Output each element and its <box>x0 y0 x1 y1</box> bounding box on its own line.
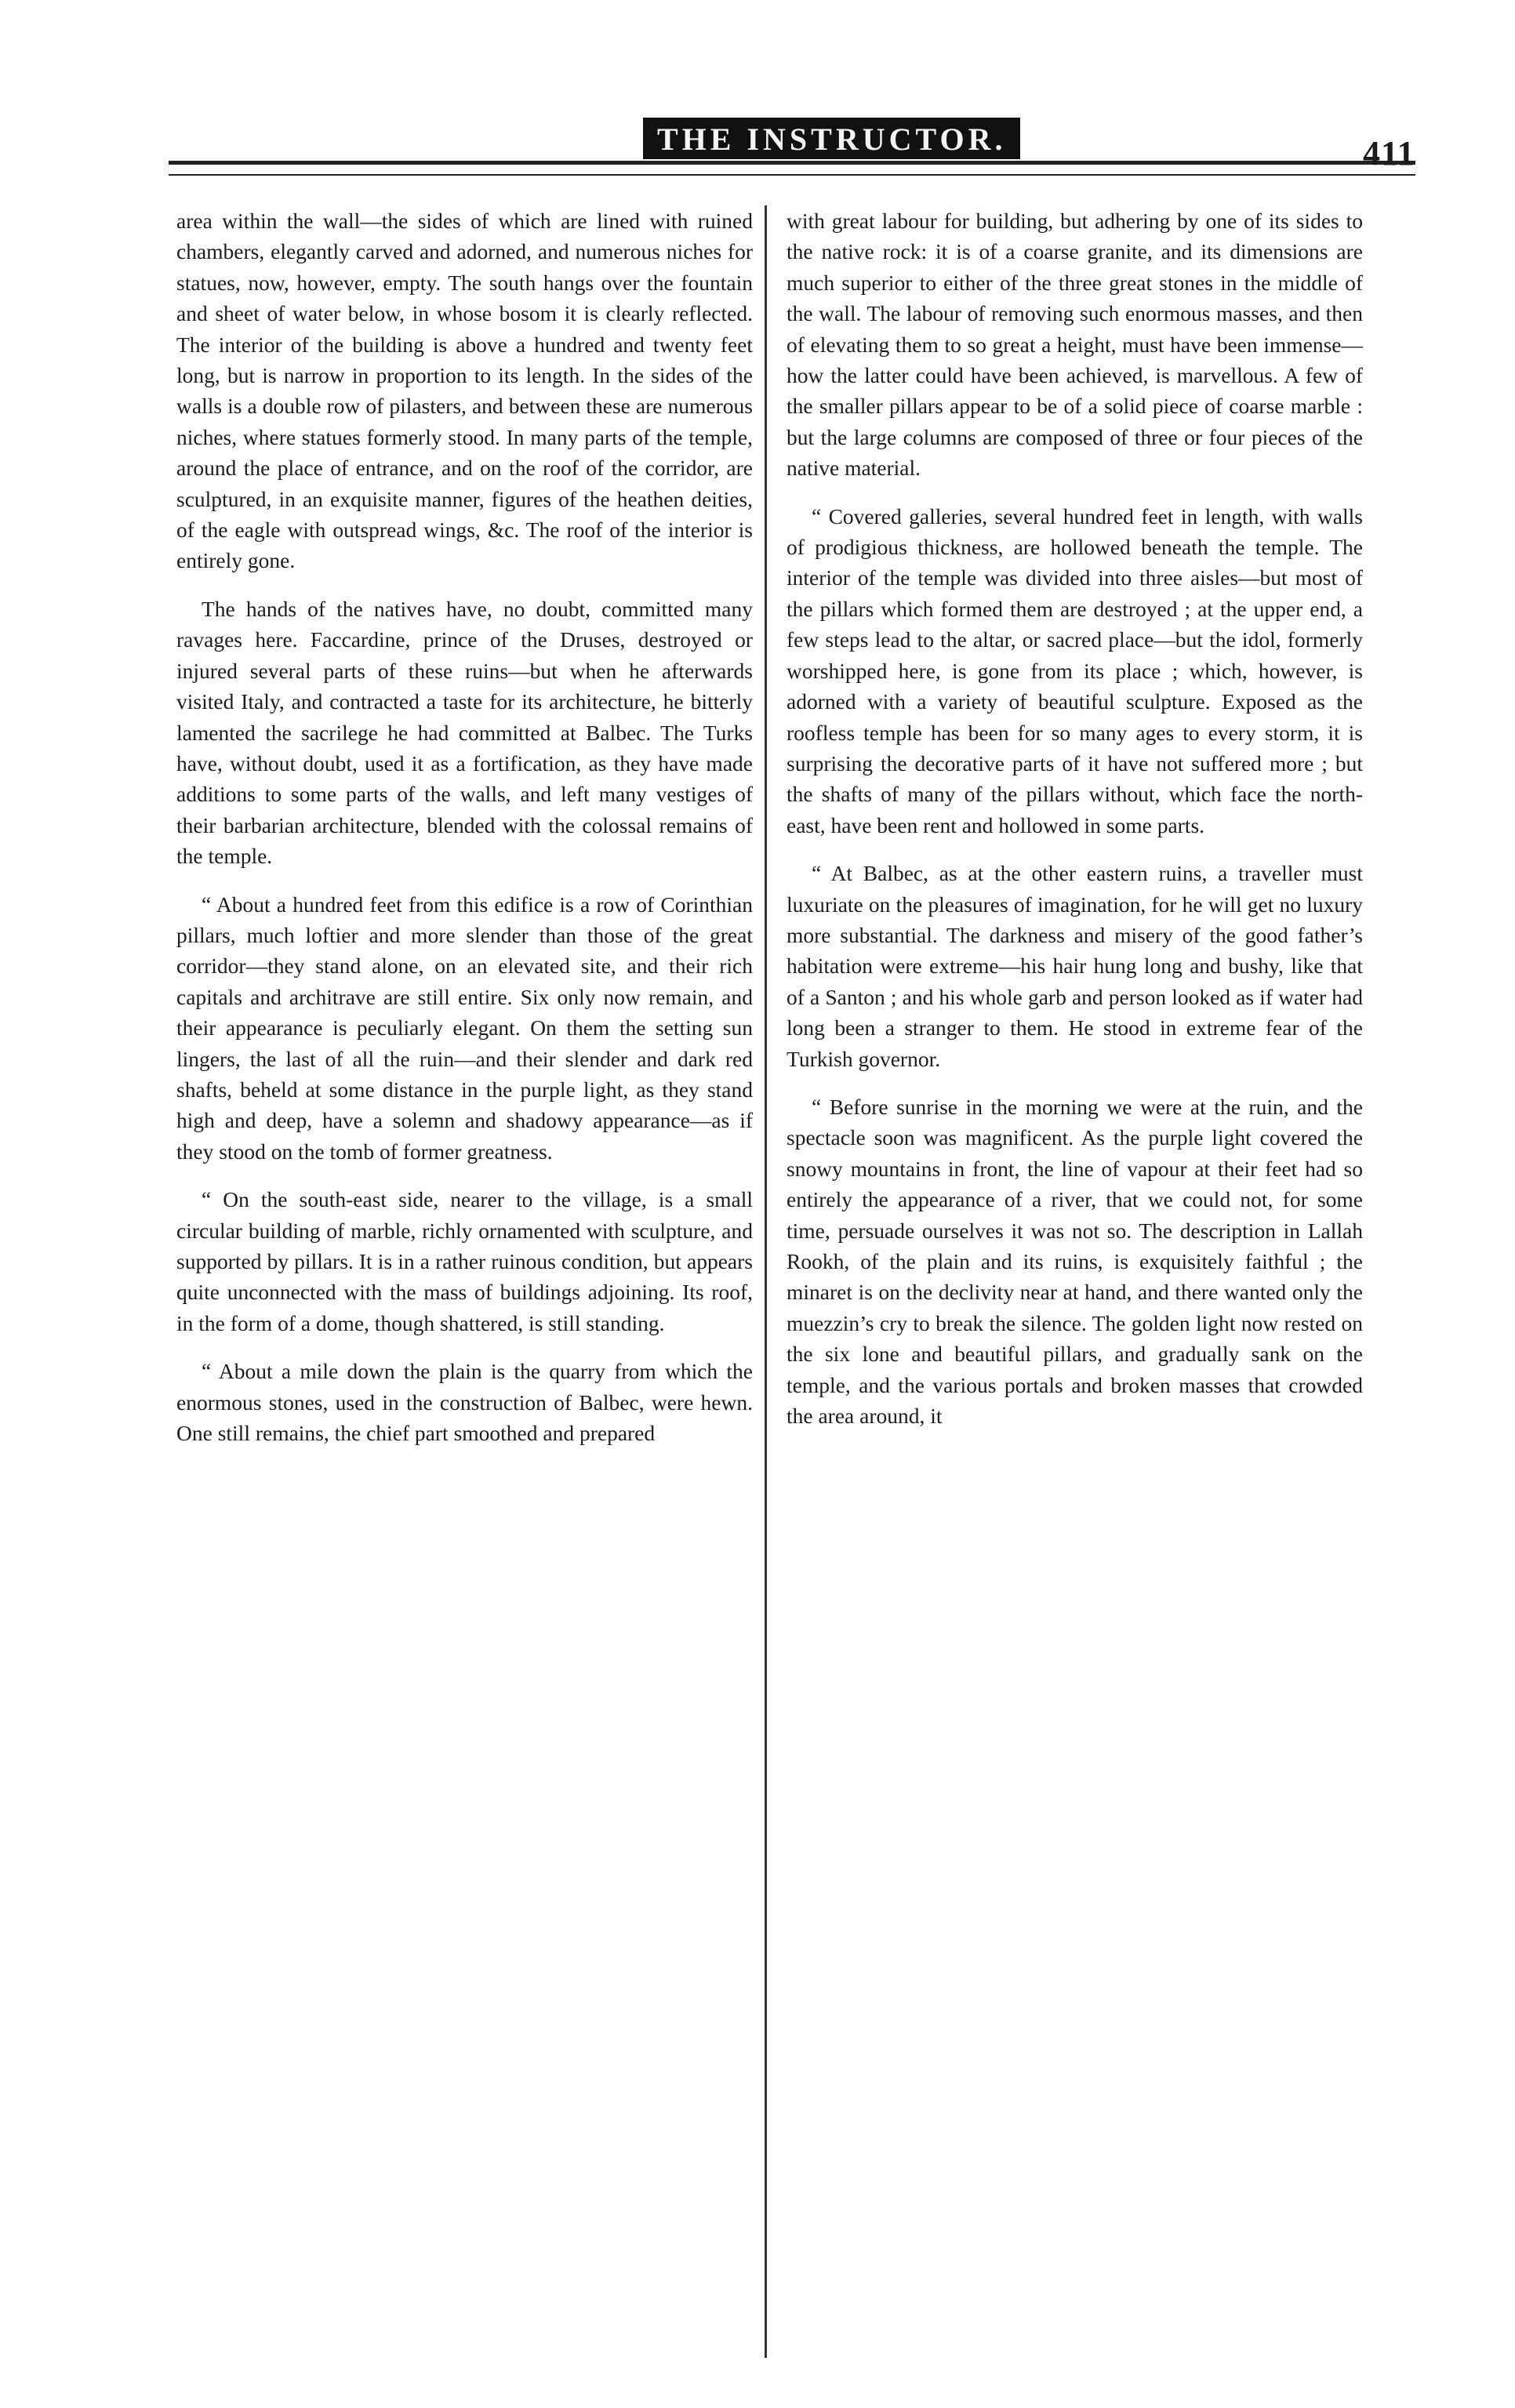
right-paragraph-3: “ At Balbec, as at the other eastern ruins, a traveller must luxuriate on the pleasures of imagination, for he will get no luxury more substantial. The darkness and misery of the good father’s habitation were extreme—his hair hung long and bushy, like that of a Santon ; and his whole garb and person looked as if water had long been a stranger to them. He stood in extreme fear of the Turkish governor. <box>787 861 1363 1071</box>
page-number: 411 <box>1363 134 1415 173</box>
column-divider <box>765 205 767 2358</box>
right-paragraph-4: “ Before sunrise in the morning we were at the ruin, and the spectacle soon was magnificent. As the purple light covered the snowy mountains in front, the line of vapour at their feet had so entirely the appearance of a river, that we could not, for some time, persuade ourselves it was not so. The description in Lallah Rookh, of the plain and its ruins, is exquisitely faithful ; the minaret is on the declivity near at hand, and there wanted only the muezzin’s cry to break the silence. The golden light now rested on the six lone and beautiful pillars, and gradually sank on the temple, and the various portals and broken masses that crowded the area around, it <box>787 1094 1363 1429</box>
left-paragraph-3: “ About a hundred feet from this edifice is a row of Corinthian pillars, much loftier and more slender than those of the great corridor—they stand alone, on an elevated site, and their rich capitals and architrave are still entire. Six only now remain, and their appearance is peculiarly elegant. On them the setting sun lingers, the last of all the ruin—and their slender and dark red shafts, beheld at some distance in the purple light, as they stand high and deep, have a solemn and shadowy appearance—as if they stood on the tomb of former greatness. <box>176 892 753 1164</box>
left-paragraph-1: area within the wall—the sides of which are lined with ruined chambers, elegantly carved and adorned, and numerous niches for statues, now, however, empty. The south hangs over the fountain and sheet of water below, in whose bosom it is clearly reflected. The interior of the building is above a hundred and twenty feet long, but is narrow in proportion to its length. In the sides of the walls is a double row of pilasters, and between these are numerous niches, where statues formerly stood. In many parts of the temple, around the place of entrance, and on the roof of the corridor, are sculptured, in an exquisite manner, figures of the heathen deities, of the eagle with outspread wings, &c. The roof of the interior is entirely gone. <box>176 209 753 573</box>
right-paragraph-2: “ Covered galleries, several hundred feet in length, with walls of prodigious thickness, are hollowed beneath the temple. The interior of the temple was divided into three aisles—but most of the pillars which formed them are destroyed ; at the upper end, a few steps lead to the altar, or sacred place—but the idol, formerly worshipped here, is gone from its place ; which, however, is adorned with a variety of beautiful sculpture. Exposed as the roofless temple has been for so many ages to every storm, it is surprising the decorative parts of it have not suffered more ; but the shafts of many of the pillars without, which face the north-east, have been rent and hollowed in some parts. <box>787 503 1363 837</box>
right-paragraph-1: with great labour for building, but adhering by one of its sides to the native rock: it is of a coarse granite, and its dimensions are much superior to either of the three great stones in the middle of the wall. The labour of removing such enormous masses, and then of elevating them to so great a height, must have been immense—how the latter could have been achieved, is marvellous. A few of the smaller pillars appear to be of a solid piece of coarse marble : but the large columns are composed of three or four pieces of the native material. <box>787 209 1363 481</box>
header-rule-thin <box>169 174 1415 176</box>
left-paragraph-5: “ About a mile down the plain is the quarry from which the enormous stones, used in the construction of Balbec, were hewn. One still remains, the chief part smoothed and prepared <box>176 1359 753 1446</box>
right-column <box>787 205 1363 1431</box>
left-column <box>176 205 753 1448</box>
left-paragraph-2: The hands of the natives have, no doubt, committed many ravages here. Faccardine, prince of the Druses, destroyed or injured several parts of these ruins—but when he afterwards visited Italy, and contracted a taste for its architecture, he bitterly lamented the sacrilege he had committed at Balbec. The Turks have, without doubt, used it as a fortification, as they have made additions to some parts of the walls, and left many vestiges of their barbarian architecture, blended with the colossal remains of the temple. <box>176 596 753 869</box>
header-rule-thick <box>169 161 1415 165</box>
left-paragraph-4: “ On the south-east side, nearer to the village, is a small circular building of marble, richly ornamented with sculpture, and supported by pillars. It is in a rather ruinous condition, but appears quite unconnected with the mass of buildings adjoining. Its roof, in the form of a dome, though shattered, is still standing. <box>176 1187 753 1335</box>
running-title: THE INSTRUCTOR. <box>643 118 1020 159</box>
